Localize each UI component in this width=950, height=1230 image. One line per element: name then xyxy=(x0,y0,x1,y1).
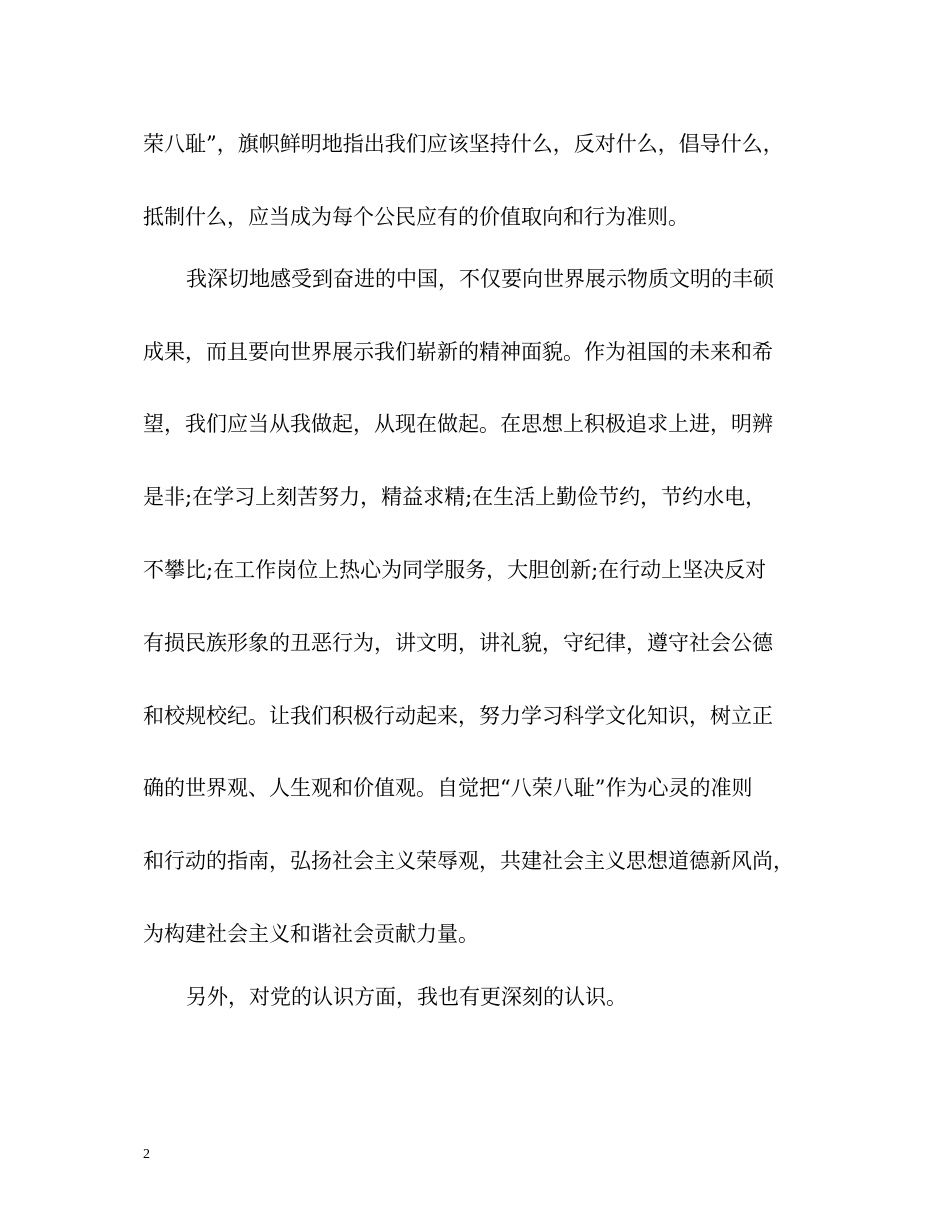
text-line: 望，我们应当从我做起，从现在做起。在思想上积极追求上进，明辨 xyxy=(143,412,773,436)
text-line: 是非;在学习上刻苦努力，精益求精;在生活上勤俭节约，节约水电， xyxy=(143,485,767,509)
page-number: 2 xyxy=(143,1147,150,1162)
text-line: 有损民族形象的丑恶行为，讲文明，讲礼貌，守纪律，遵守社会公德 xyxy=(143,631,773,655)
text-line: 不攀比;在工作岗位上热心为同学服务，大胆创新;在行动上坚决反对 xyxy=(143,558,767,582)
text-line-paragraph-start: 另外，对党的认识方面，我也有更深刻的认识。 xyxy=(186,985,627,1009)
text-line: 抵制什么，应当成为每个公民应有的价值取向和行为准则。 xyxy=(143,205,689,229)
text-line-paragraph-start: 我深切地感受到奋进的中国，不仅要向世界展示物质文明的丰硕 xyxy=(186,267,774,291)
text-line: 确的世界观、人生观和价值观。自觉把“八荣八耻”作为心灵的准则 xyxy=(143,776,753,800)
text-line: 为构建社会主义和谐社会贡献力量。 xyxy=(143,922,479,946)
text-line: 成果，而且要向世界展示我们崭新的精神面貌。作为祖国的未来和希 xyxy=(143,340,773,364)
text-line: 和校规校纪。让我们积极行动起来，努力学习科学文化知识，树立正 xyxy=(143,704,773,728)
text-line: 和行动的指南，弘扬社会主义荣辱观，共建社会主义思想道德新风尚， xyxy=(143,849,794,873)
text-line: 荣八耻”，旗帜鲜明地指出我们应该坚持什么，反对什么，倡导什么， xyxy=(143,132,784,156)
